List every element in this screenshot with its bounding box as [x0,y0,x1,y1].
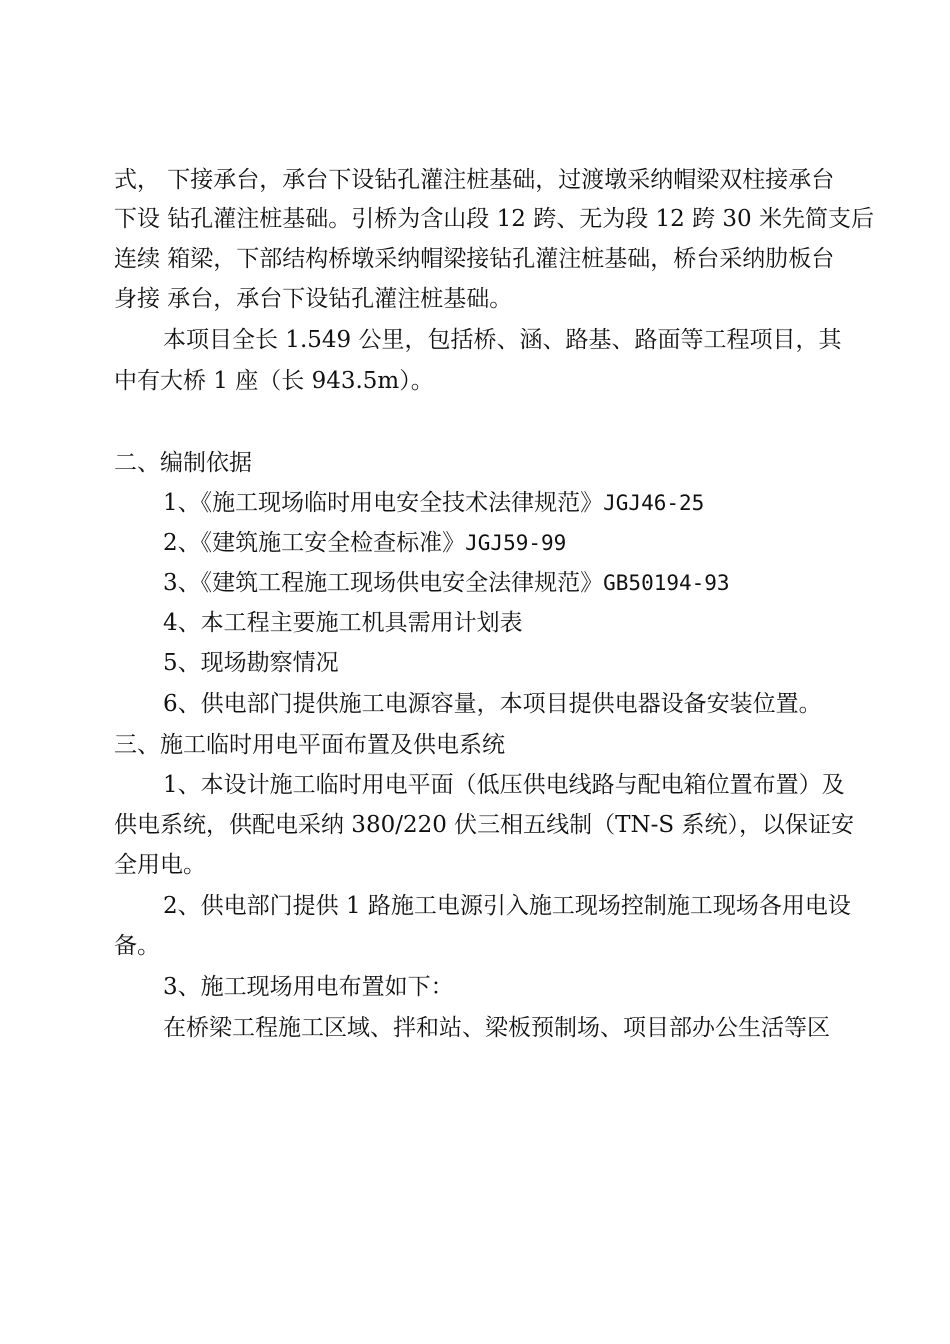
intro-line-2: 下设 钻孔灌注桩基础。引桥为含山段 12 跨、无为段 12 跨 30 米先简支后 [114,206,874,232]
intro-line-1: 式， 下接承台，承台下设钻孔灌注桩基础，过渡墩采纳帽梁双柱接承台 [114,167,835,193]
basis-item-2 [163,528,566,558]
s3-p2-line-2: 备。 [114,933,160,959]
project-line-1: 本项目全长 1.549 公里，包括桥、涵、路基、路面等工程项目，其 [163,327,842,353]
s3-p1-line-3: 全用电。 [114,852,206,878]
basis-item-3-title: 3、《建筑工程施工现场供电安全法律规范》 [163,570,604,596]
s3-p3: 3、施工现场用电布置如下： [163,974,454,1000]
intro-line-4: 身接 承台，承台下设钻孔灌注桩基础。 [114,286,513,312]
section-2-heading: 二、编制依据 [114,450,252,476]
basis-item-1 [163,488,704,518]
project-line-2: 中有大桥 1 座（长 943.5m）。 [114,368,434,394]
intro-line-3: 连续 箱梁，下部结构桥墩采纳帽梁接钻孔灌注桩基础，桥台采纳肋板台 [114,246,835,272]
basis-item-1-code: JGJ46-25 [603,491,705,515]
s3-p2-line-1: 2、供电部门提供 1 路施工电源引入施工现场控制施工现场各用电设 [163,893,851,919]
basis-item-1-title: 1、《施工现场临时用电安全技术法律规范》 [163,490,604,516]
basis-item-5: 5、现场勘察情况 [163,650,339,676]
basis-item-3-code: GB50194-93 [603,571,730,595]
basis-item-6: 6、供电部门提供施工电源容量，本项目提供电器设备安装位置。 [163,691,822,717]
s3-p1-line-2: 供电系统，供配电采纳 380/220 伏三相五线制（TN-S 系统），以保证安 [114,812,854,838]
basis-item-4: 4、本工程主要施工机具需用计划表 [163,610,523,636]
basis-item-2-title: 2、《建筑施工安全检查标准》 [163,530,466,556]
section-3-heading: 三、施工临时用电平面布置及供电系统 [114,732,505,758]
basis-item-3 [163,568,730,598]
s3-p1-line-1: 1、本设计施工临时用电平面（低压供电线路与配电箱位置布置）及 [163,772,845,798]
s3-p4: 在桥梁工程施工区域、拌和站、梁板预制场、项目部办公生活等区 [163,1015,830,1041]
basis-item-2-code: JGJ59-99 [465,531,567,555]
